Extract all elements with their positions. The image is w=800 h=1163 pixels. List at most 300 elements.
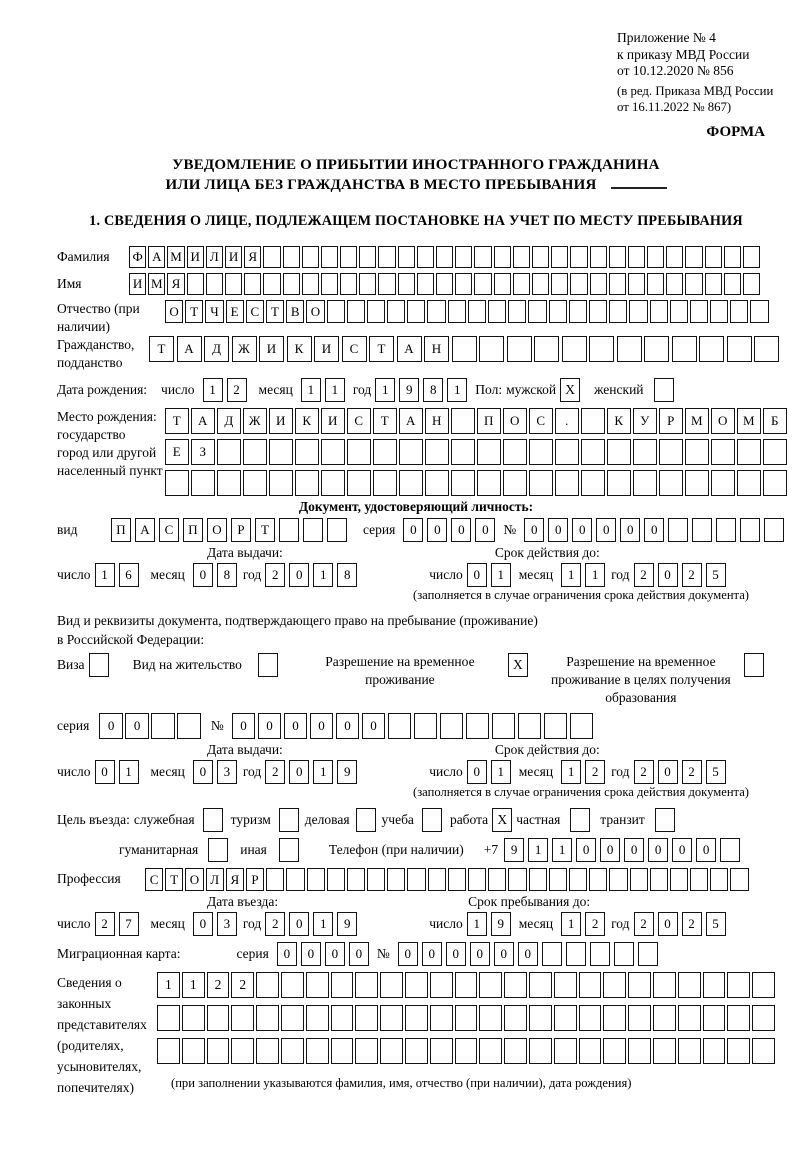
- birthplace-char-box[interactable]: [711, 439, 735, 465]
- doc-number-box[interactable]: 0: [596, 518, 616, 542]
- representative-char-box[interactable]: [281, 1038, 304, 1064]
- stay-doc-number-box[interactable]: 0: [258, 713, 282, 739]
- stay-doc-number-box[interactable]: 0: [362, 713, 386, 739]
- surname-char-box[interactable]: [705, 246, 722, 268]
- birthplace-char-box[interactable]: [685, 470, 709, 496]
- profession-char-box[interactable]: [307, 868, 325, 891]
- phone-digit-box[interactable]: 1: [552, 838, 572, 862]
- purpose-other-checkbox[interactable]: [279, 838, 299, 862]
- representative-char-box[interactable]: [182, 1005, 205, 1031]
- stay-doc-valid-day-box[interactable]: 1: [491, 760, 511, 784]
- birthplace-char-box[interactable]: [165, 470, 189, 496]
- patronymic-char-box[interactable]: [730, 300, 748, 323]
- male-checkbox[interactable]: X: [560, 378, 580, 402]
- representative-char-box[interactable]: 1: [182, 972, 205, 998]
- birthplace-char-box[interactable]: [399, 439, 423, 465]
- representative-char-box[interactable]: [703, 1038, 726, 1064]
- name-char-box[interactable]: [494, 273, 511, 295]
- representative-char-box[interactable]: [628, 1005, 651, 1031]
- representative-char-box[interactable]: 2: [207, 972, 230, 998]
- profession-char-box[interactable]: [387, 868, 405, 891]
- profession-char-box[interactable]: Л: [206, 868, 224, 891]
- visa-checkbox[interactable]: [89, 653, 109, 677]
- name-char-box[interactable]: [743, 273, 760, 295]
- birthplace-char-box[interactable]: [451, 408, 475, 434]
- patronymic-char-box[interactable]: В: [286, 300, 304, 323]
- doc-number-box[interactable]: [740, 518, 760, 542]
- birthplace-char-box[interactable]: С: [347, 408, 371, 434]
- profession-char-box[interactable]: [529, 868, 547, 891]
- doc-type-char-box[interactable]: Т: [255, 518, 275, 542]
- profession-char-box[interactable]: [428, 868, 446, 891]
- representative-char-box[interactable]: [579, 1038, 602, 1064]
- doc-valid-year-box[interactable]: 5: [706, 563, 726, 587]
- representative-char-box[interactable]: [207, 1038, 230, 1064]
- migration-card-number-box[interactable]: [566, 942, 586, 966]
- representative-char-box[interactable]: [603, 972, 626, 998]
- doc-series-boxes[interactable]: [403, 518, 495, 542]
- citizenship-char-box[interactable]: [507, 336, 532, 362]
- stay-doc-number-box[interactable]: 0: [336, 713, 360, 739]
- birthplace-char-box[interactable]: [659, 470, 683, 496]
- edu-permit-checkbox[interactable]: [744, 653, 764, 677]
- representative-char-box[interactable]: [430, 1005, 453, 1031]
- birthplace-char-box[interactable]: [581, 439, 605, 465]
- surname-char-box[interactable]: [359, 246, 376, 268]
- stay-doc-number-box[interactable]: 0: [310, 713, 334, 739]
- birthplace-char-box[interactable]: [477, 439, 501, 465]
- patronymic-char-box[interactable]: [508, 300, 526, 323]
- birthplace-char-box[interactable]: Ж: [243, 408, 267, 434]
- birthplace-char-box[interactable]: И: [269, 408, 293, 434]
- patronymic-char-box[interactable]: [367, 300, 385, 323]
- doc-series-box[interactable]: 0: [475, 518, 495, 542]
- representative-char-box[interactable]: [554, 1005, 577, 1031]
- patronymic-char-box[interactable]: Ч: [205, 300, 223, 323]
- representative-char-box[interactable]: [380, 1005, 403, 1031]
- representative-char-box[interactable]: [355, 1005, 378, 1031]
- surname-char-box[interactable]: И: [225, 246, 242, 268]
- birthplace-char-box[interactable]: [243, 470, 267, 496]
- representative-char-box[interactable]: [653, 1038, 676, 1064]
- stay-doc-number-box[interactable]: [440, 713, 464, 739]
- surname-char-box[interactable]: Л: [206, 246, 223, 268]
- representative-char-box[interactable]: [380, 1038, 403, 1064]
- doc-series-box[interactable]: 0: [403, 518, 423, 542]
- profession-char-box[interactable]: С: [145, 868, 163, 891]
- stay-doc-issue-month-box[interactable]: 0: [193, 760, 213, 784]
- entry-year-box[interactable]: 0: [289, 912, 309, 936]
- birthplace-char-box[interactable]: [633, 470, 657, 496]
- representative-char-box[interactable]: [752, 1038, 775, 1064]
- citizenship-char-box[interactable]: [589, 336, 614, 362]
- doc-issue-day-box[interactable]: 1: [95, 563, 115, 587]
- birthplace-char-box[interactable]: [269, 439, 293, 465]
- citizenship-char-box[interactable]: [452, 336, 477, 362]
- citizenship-char-box[interactable]: Т: [149, 336, 174, 362]
- representative-char-box[interactable]: [678, 1038, 701, 1064]
- citizenship-char-box[interactable]: [617, 336, 642, 362]
- representative-char-box[interactable]: [727, 972, 750, 998]
- representative-char-box[interactable]: [405, 1038, 428, 1064]
- patronymic-char-box[interactable]: [750, 300, 768, 323]
- profession-char-box[interactable]: [730, 868, 748, 891]
- representative-char-box[interactable]: [455, 972, 478, 998]
- female-checkbox[interactable]: [654, 378, 674, 402]
- birth-year-box[interactable]: 9: [399, 378, 419, 402]
- migration-card-number-box[interactable]: [638, 942, 658, 966]
- surname-char-box[interactable]: [340, 246, 357, 268]
- representative-char-box[interactable]: [727, 1038, 750, 1064]
- residence-permit-checkbox[interactable]: [258, 653, 278, 677]
- birth-year-boxes[interactable]: [375, 378, 467, 402]
- doc-number-box[interactable]: [668, 518, 688, 542]
- surname-char-box[interactable]: [570, 246, 587, 268]
- birthplace-char-box[interactable]: [451, 470, 475, 496]
- doc-issue-day-box[interactable]: 6: [119, 563, 139, 587]
- purpose-business-checkbox[interactable]: [356, 808, 376, 832]
- representative-char-box[interactable]: [231, 1038, 254, 1064]
- profession-char-box[interactable]: О: [185, 868, 203, 891]
- representative-char-box[interactable]: [628, 1038, 651, 1064]
- birthplace-char-box[interactable]: М: [737, 408, 761, 434]
- birthplace-char-box[interactable]: [477, 470, 501, 496]
- representative-char-box[interactable]: [603, 1038, 626, 1064]
- name-char-box[interactable]: [225, 273, 242, 295]
- migration-card-number-box[interactable]: [590, 942, 610, 966]
- stay-year-box[interactable]: 5: [706, 912, 726, 936]
- stay-doc-valid-day-boxes[interactable]: [467, 760, 511, 784]
- migration-card-series-boxes[interactable]: [277, 942, 369, 966]
- birthplace-char-box[interactable]: [659, 439, 683, 465]
- entry-day-box[interactable]: 2: [95, 912, 115, 936]
- name-char-box[interactable]: [398, 273, 415, 295]
- doc-issue-year-box[interactable]: 1: [313, 563, 333, 587]
- name-char-box[interactable]: [474, 273, 491, 295]
- doc-issue-day-boxes[interactable]: [95, 563, 139, 587]
- name-boxes[interactable]: [129, 273, 760, 295]
- doc-valid-year-boxes[interactable]: [634, 563, 726, 587]
- surname-char-box[interactable]: [455, 246, 472, 268]
- doc-type-char-box[interactable]: [327, 518, 347, 542]
- name-char-box[interactable]: [628, 273, 645, 295]
- birthplace-char-box[interactable]: [529, 470, 553, 496]
- purpose-humanitarian-checkbox[interactable]: [208, 838, 228, 862]
- birthplace-char-box[interactable]: [191, 470, 215, 496]
- doc-valid-year-box[interactable]: 2: [634, 563, 654, 587]
- birthplace-char-box[interactable]: К: [295, 408, 319, 434]
- representatives-row2-boxes[interactable]: [157, 1005, 775, 1031]
- representative-char-box[interactable]: [479, 1038, 502, 1064]
- representative-char-box[interactable]: [529, 1038, 552, 1064]
- birthplace-char-box[interactable]: А: [191, 408, 215, 434]
- name-char-box[interactable]: [378, 273, 395, 295]
- name-char-box[interactable]: [187, 273, 204, 295]
- birthplace-char-box[interactable]: [347, 439, 371, 465]
- purpose-tourism-checkbox[interactable]: [279, 808, 299, 832]
- doc-number-box[interactable]: [764, 518, 784, 542]
- birthplace-char-box[interactable]: [295, 470, 319, 496]
- stay-doc-issue-month-box[interactable]: 3: [217, 760, 237, 784]
- patronymic-char-box[interactable]: [650, 300, 668, 323]
- stay-doc-number-box[interactable]: [414, 713, 438, 739]
- profession-char-box[interactable]: [266, 868, 284, 891]
- representative-char-box[interactable]: [504, 1005, 527, 1031]
- birthplace-char-box[interactable]: Н: [425, 408, 449, 434]
- doc-type-char-box[interactable]: О: [207, 518, 227, 542]
- stay-doc-number-box[interactable]: 0: [232, 713, 256, 739]
- representative-char-box[interactable]: [306, 1005, 329, 1031]
- patronymic-char-box[interactable]: [468, 300, 486, 323]
- doc-issue-year-box[interactable]: 0: [289, 563, 309, 587]
- surname-char-box[interactable]: [417, 246, 434, 268]
- representative-char-box[interactable]: [455, 1005, 478, 1031]
- profession-char-box[interactable]: [609, 868, 627, 891]
- phone-digit-box[interactable]: 0: [696, 838, 716, 862]
- birthplace-char-box[interactable]: М: [685, 408, 709, 434]
- representative-char-box[interactable]: [355, 972, 378, 998]
- patronymic-char-box[interactable]: [569, 300, 587, 323]
- representative-char-box[interactable]: [554, 972, 577, 998]
- surname-char-box[interactable]: [513, 246, 530, 268]
- representative-char-box[interactable]: [281, 1005, 304, 1031]
- birthplace-char-box[interactable]: [763, 470, 787, 496]
- citizenship-char-box[interactable]: А: [177, 336, 202, 362]
- profession-char-box[interactable]: [407, 868, 425, 891]
- stay-month-boxes[interactable]: [561, 912, 605, 936]
- patronymic-char-box[interactable]: [327, 300, 345, 323]
- birthplace-char-box[interactable]: Р: [659, 408, 683, 434]
- representative-char-box[interactable]: [157, 1005, 180, 1031]
- migration-card-series-box[interactable]: 0: [349, 942, 369, 966]
- stay-year-boxes[interactable]: [634, 912, 726, 936]
- surname-char-box[interactable]: [378, 246, 395, 268]
- representative-char-box[interactable]: [678, 1005, 701, 1031]
- purpose-work-checkbox[interactable]: [492, 808, 512, 832]
- stay-doc-series-box[interactable]: [151, 713, 175, 739]
- phone-digit-box[interactable]: 0: [648, 838, 668, 862]
- birthplace-char-box[interactable]: [399, 470, 423, 496]
- birth-day-boxes[interactable]: [203, 378, 247, 402]
- representative-char-box[interactable]: [579, 1005, 602, 1031]
- birthplace-char-box[interactable]: П: [477, 408, 501, 434]
- patronymic-boxes[interactable]: [165, 300, 769, 323]
- birthplace-char-box[interactable]: О: [711, 408, 735, 434]
- birthplace-char-box[interactable]: [607, 439, 631, 465]
- name-char-box[interactable]: [570, 273, 587, 295]
- edu-permit-checkbox[interactable]: [744, 653, 764, 677]
- doc-series-box[interactable]: 0: [427, 518, 447, 542]
- patronymic-char-box[interactable]: Т: [266, 300, 284, 323]
- representative-char-box[interactable]: [157, 1038, 180, 1064]
- profession-char-box[interactable]: [710, 868, 728, 891]
- profession-boxes[interactable]: [145, 868, 749, 891]
- doc-type-char-box[interactable]: [279, 518, 299, 542]
- representative-char-box[interactable]: [331, 1005, 354, 1031]
- patronymic-char-box[interactable]: [387, 300, 405, 323]
- surname-char-box[interactable]: Я: [244, 246, 261, 268]
- surname-char-box[interactable]: И: [187, 246, 204, 268]
- stay-doc-issue-day-boxes[interactable]: [95, 760, 139, 784]
- patronymic-char-box[interactable]: [710, 300, 728, 323]
- purpose-work-checkbox[interactable]: X: [492, 808, 512, 832]
- migration-card-number-box[interactable]: [614, 942, 634, 966]
- birthplace-char-box[interactable]: .: [555, 408, 579, 434]
- representative-char-box[interactable]: [529, 972, 552, 998]
- phone-digit-box[interactable]: [720, 838, 740, 862]
- phone-digit-box[interactable]: 9: [504, 838, 524, 862]
- birthplace-char-box[interactable]: У: [633, 408, 657, 434]
- birthplace-char-box[interactable]: [347, 470, 371, 496]
- doc-valid-month-boxes[interactable]: [561, 563, 605, 587]
- migration-card-series-box[interactable]: 0: [325, 942, 345, 966]
- entry-day-boxes[interactable]: [95, 912, 139, 936]
- name-char-box[interactable]: [359, 273, 376, 295]
- representative-char-box[interactable]: [703, 1005, 726, 1031]
- stay-doc-valid-month-box[interactable]: 2: [585, 760, 605, 784]
- representative-char-box[interactable]: [504, 1038, 527, 1064]
- patronymic-char-box[interactable]: [549, 300, 567, 323]
- doc-number-box[interactable]: 0: [644, 518, 664, 542]
- birthplace-char-box[interactable]: К: [607, 408, 631, 434]
- representative-char-box[interactable]: [529, 1005, 552, 1031]
- migration-card-number-boxes[interactable]: [398, 942, 658, 966]
- representative-char-box[interactable]: [603, 1005, 626, 1031]
- surname-char-box[interactable]: Ф: [129, 246, 146, 268]
- name-char-box[interactable]: [532, 273, 549, 295]
- phone-boxes[interactable]: [504, 838, 740, 862]
- representative-char-box[interactable]: [430, 972, 453, 998]
- profession-char-box[interactable]: Я: [226, 868, 244, 891]
- stay-doc-issue-year-box[interactable]: 0: [289, 760, 309, 784]
- representative-char-box[interactable]: [554, 1038, 577, 1064]
- surname-char-box[interactable]: [321, 246, 338, 268]
- female-checkbox[interactable]: [654, 378, 674, 402]
- stay-doc-number-box[interactable]: [388, 713, 412, 739]
- citizenship-char-box[interactable]: Д: [204, 336, 229, 362]
- migration-card-number-box[interactable]: 0: [470, 942, 490, 966]
- entry-year-boxes[interactable]: [265, 912, 357, 936]
- profession-char-box[interactable]: [690, 868, 708, 891]
- name-char-box[interactable]: [724, 273, 741, 295]
- doc-type-char-box[interactable]: А: [135, 518, 155, 542]
- representative-char-box[interactable]: [331, 972, 354, 998]
- migration-card-number-box[interactable]: 0: [422, 942, 442, 966]
- stay-doc-number-box[interactable]: 0: [284, 713, 308, 739]
- surname-boxes[interactable]: [129, 246, 760, 268]
- birth-month-box[interactable]: 1: [325, 378, 345, 402]
- purpose-private-checkbox[interactable]: [570, 808, 590, 832]
- visa-checkbox[interactable]: [89, 653, 109, 677]
- birthplace-char-box[interactable]: [373, 439, 397, 465]
- doc-type-char-box[interactable]: П: [111, 518, 131, 542]
- birthplace-char-box[interactable]: А: [399, 408, 423, 434]
- stay-doc-valid-month-box[interactable]: 1: [561, 760, 581, 784]
- name-char-box[interactable]: [455, 273, 472, 295]
- representative-char-box[interactable]: [256, 1005, 279, 1031]
- representative-char-box[interactable]: [331, 1038, 354, 1064]
- patronymic-char-box[interactable]: [407, 300, 425, 323]
- profession-char-box[interactable]: [569, 868, 587, 891]
- stay-doc-issue-day-box[interactable]: 1: [119, 760, 139, 784]
- representative-char-box[interactable]: [455, 1038, 478, 1064]
- male-checkbox[interactable]: [560, 378, 580, 402]
- entry-year-box[interactable]: 9: [337, 912, 357, 936]
- stay-doc-issue-year-box[interactable]: 2: [265, 760, 285, 784]
- stay-year-box[interactable]: 2: [682, 912, 702, 936]
- profession-char-box[interactable]: [549, 868, 567, 891]
- stay-doc-issue-year-box[interactable]: 1: [313, 760, 333, 784]
- name-char-box[interactable]: [551, 273, 568, 295]
- doc-issue-month-box[interactable]: 8: [217, 563, 237, 587]
- representative-char-box[interactable]: [653, 1005, 676, 1031]
- citizenship-char-box[interactable]: Н: [424, 336, 449, 362]
- stay-doc-valid-year-box[interactable]: 2: [634, 760, 654, 784]
- birthplace-char-box[interactable]: [373, 470, 397, 496]
- stay-doc-issue-year-boxes[interactable]: [265, 760, 357, 784]
- name-char-box[interactable]: [321, 273, 338, 295]
- stay-doc-series-box[interactable]: 0: [125, 713, 149, 739]
- purpose-official-checkbox[interactable]: [203, 808, 223, 832]
- stay-doc-series-box[interactable]: 0: [99, 713, 123, 739]
- birthplace-char-box[interactable]: [711, 470, 735, 496]
- surname-char-box[interactable]: [743, 246, 760, 268]
- surname-char-box[interactable]: [302, 246, 319, 268]
- patronymic-char-box[interactable]: Т: [185, 300, 203, 323]
- stay-doc-issue-year-box[interactable]: 9: [337, 760, 357, 784]
- birthplace-char-box[interactable]: Т: [165, 408, 189, 434]
- birthplace-char-box[interactable]: [451, 439, 475, 465]
- doc-series-box[interactable]: 0: [451, 518, 471, 542]
- patronymic-char-box[interactable]: [690, 300, 708, 323]
- representative-char-box[interactable]: [405, 1005, 428, 1031]
- migration-card-number-box[interactable]: 0: [446, 942, 466, 966]
- patronymic-char-box[interactable]: [589, 300, 607, 323]
- entry-year-box[interactable]: 2: [265, 912, 285, 936]
- citizenship-char-box[interactable]: [479, 336, 504, 362]
- profession-char-box[interactable]: [508, 868, 526, 891]
- doc-type-char-box[interactable]: С: [159, 518, 179, 542]
- phone-digit-box[interactable]: 1: [528, 838, 548, 862]
- doc-issue-month-boxes[interactable]: [193, 563, 237, 587]
- birthplace-char-box[interactable]: [217, 470, 241, 496]
- citizenship-boxes[interactable]: [149, 336, 779, 362]
- citizenship-char-box[interactable]: К: [287, 336, 312, 362]
- profession-char-box[interactable]: [347, 868, 365, 891]
- doc-valid-day-boxes[interactable]: [467, 563, 511, 587]
- residence-permit-checkbox[interactable]: [258, 653, 278, 677]
- surname-char-box[interactable]: [494, 246, 511, 268]
- citizenship-char-box[interactable]: А: [397, 336, 422, 362]
- birthplace-char-box[interactable]: [295, 439, 319, 465]
- birth-day-box[interactable]: 1: [203, 378, 223, 402]
- patronymic-char-box[interactable]: [609, 300, 627, 323]
- representative-char-box[interactable]: [380, 972, 403, 998]
- name-char-box[interactable]: [283, 273, 300, 295]
- name-char-box[interactable]: [647, 273, 664, 295]
- stay-year-box[interactable]: 0: [658, 912, 678, 936]
- profession-char-box[interactable]: Р: [246, 868, 264, 891]
- name-char-box[interactable]: [666, 273, 683, 295]
- doc-valid-day-box[interactable]: 0: [467, 563, 487, 587]
- citizenship-char-box[interactable]: [754, 336, 779, 362]
- stay-doc-series-boxes[interactable]: [99, 713, 201, 739]
- stay-doc-valid-month-boxes[interactable]: [561, 760, 605, 784]
- purpose-transit-checkbox[interactable]: [655, 808, 675, 832]
- birthplace-row3-boxes[interactable]: [165, 470, 787, 496]
- stay-doc-valid-year-boxes[interactable]: [634, 760, 726, 784]
- surname-char-box[interactable]: [628, 246, 645, 268]
